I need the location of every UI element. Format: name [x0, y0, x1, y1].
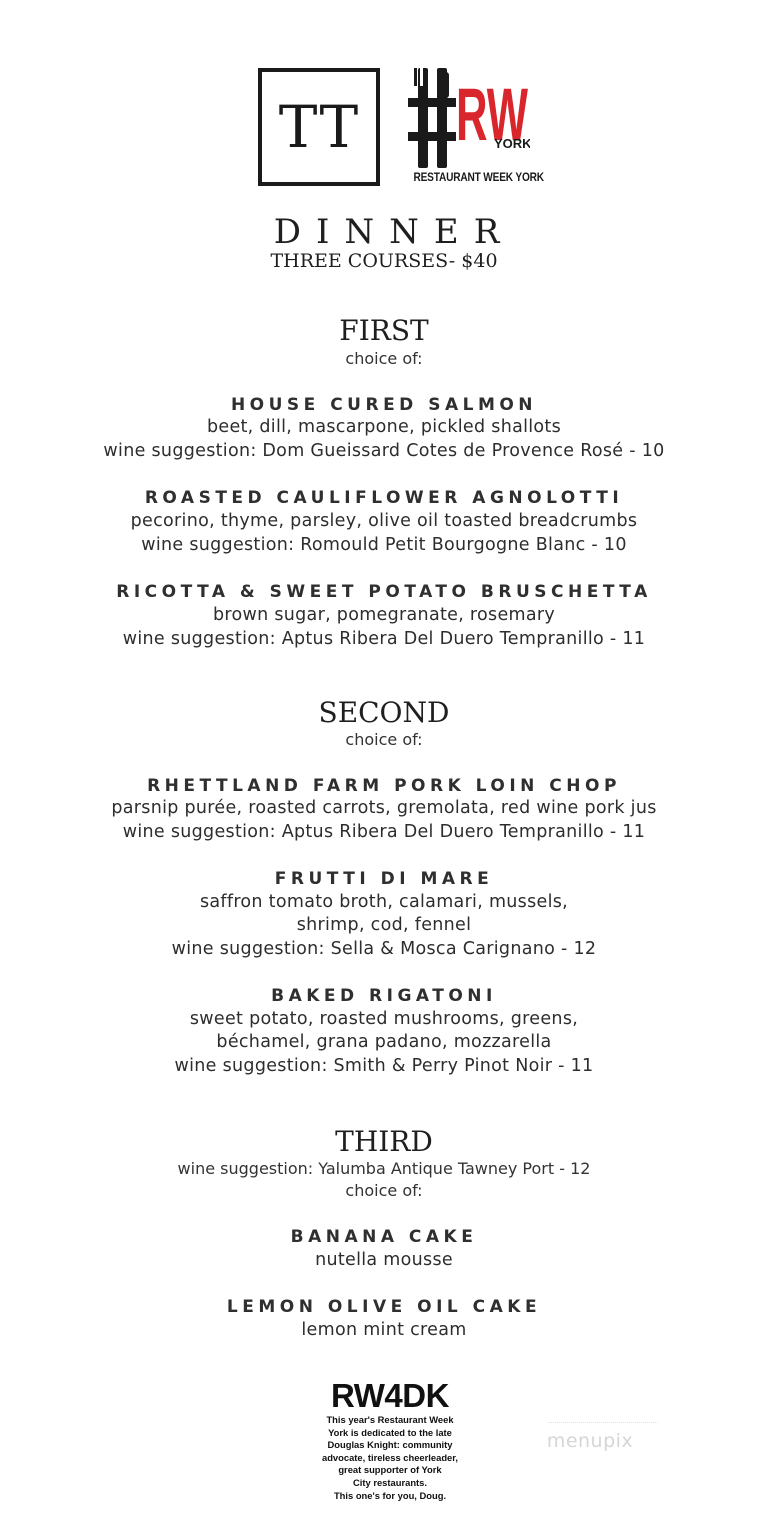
dish-description: béchamel, grana padano, mozzarella — [216, 1032, 552, 1052]
restaurant-week-york-logo — [406, 68, 544, 192]
rw-city-text: YORK — [494, 136, 530, 151]
dish-description: pecorino, thyme, parsley, olive oil toasted breadcrumbs — [130, 511, 638, 531]
wine-suggestion: wine suggestion: Dom Gueissard Cotes de Provence Rosé - 10 — [103, 441, 665, 461]
menupix-watermark: menupix — [546, 1430, 634, 1452]
dish-name: RICOTTA & SWEET POTATO BRUSCHETTA — [116, 582, 652, 602]
dedication-line: City restaurants. — [353, 1476, 427, 1488]
rw-hashtag-mark — [406, 68, 530, 172]
section-choice-first: choice of: — [345, 349, 423, 368]
dish-description: parsnip purée, roasted carrots, gremolata, red wine pork jus — [111, 798, 657, 818]
dish-name: RHETTLAND FARM PORK LOIN CHOP — [147, 776, 621, 796]
dedication-line: This year's Restaurant Week — [326, 1414, 454, 1425]
watermark-divider — [548, 1422, 658, 1424]
wine-suggestion: wine suggestion: Smith & Perry Pinot Noir - 11 — [174, 1056, 594, 1076]
wine-suggestion: wine suggestion: Aptus Ribera Del Duero Tempranillo - 11 — [122, 822, 646, 842]
tt-logo — [258, 68, 380, 186]
dish-description: beet, dill, mascarpone, pickled shallots — [206, 417, 562, 437]
wine-suggestion: wine suggestion: Aptus Ribera Del Duero Tempranillo - 11 — [122, 629, 646, 649]
dish-name: BAKED RIGATONI — [271, 986, 497, 1006]
dish-description: shrimp, cod, fennel — [296, 915, 472, 935]
dish-description: nutella mousse — [315, 1250, 453, 1270]
tt-logo-text: TT — [278, 93, 360, 161]
dish-name: BANANA CAKE — [290, 1227, 478, 1247]
dedication-line: advocate, tireless cheerleader, — [321, 1451, 459, 1463]
dish-description: sweet potato, roasted mushrooms, greens, — [189, 1009, 579, 1029]
section-choice-second: choice of: — [345, 730, 423, 749]
rw4dk-title: RW4DK — [331, 1377, 449, 1414]
section-title-second: SECOND — [318, 696, 450, 729]
rw-mark-text: RW — [456, 73, 529, 156]
menu-subtitle: THREE COURSES- $40 — [270, 250, 498, 272]
dish-name: LEMON OLIVE OIL CAKE — [226, 1297, 542, 1317]
dedication-note — [316, 1414, 464, 1502]
section-title-first: FIRST — [339, 314, 429, 347]
dish-description: saffron tomato broth, calamari, mussels, — [199, 892, 569, 912]
wine-suggestion: wine suggestion: Sella & Mosca Carignano - 12 — [171, 939, 597, 959]
rw-caption: RESTAURANT WEEK YORK — [413, 172, 544, 184]
section-wine-third: wine suggestion: Yalumba Antique Tawney Port - 12 — [177, 1159, 591, 1178]
menu-title: DINNER — [273, 212, 515, 252]
dedication-line: Douglas Knight: community — [327, 1439, 453, 1451]
wine-suggestion: wine suggestion: Romould Petit Bourgogne Blanc - 10 — [141, 535, 627, 555]
dish-description: lemon mint cream — [301, 1320, 467, 1340]
dedication-line: great supporter of York — [338, 1464, 442, 1476]
dish-name: FRUTTI DI MARE — [274, 869, 494, 889]
section-title-third: THIRD — [335, 1125, 433, 1158]
dish-name: HOUSE CURED SALMON — [230, 395, 538, 415]
dish-description: brown sugar, pomegranate, rosemary — [212, 605, 556, 625]
dedication-line: This one's for you, Doug. — [333, 1489, 447, 1501]
dish-name: ROASTED CAULIFLOWER AGNOLOTTI — [144, 488, 624, 508]
dedication-line: York is dedicated to the late — [328, 1426, 452, 1438]
section-choice-third: choice of: — [345, 1181, 423, 1200]
